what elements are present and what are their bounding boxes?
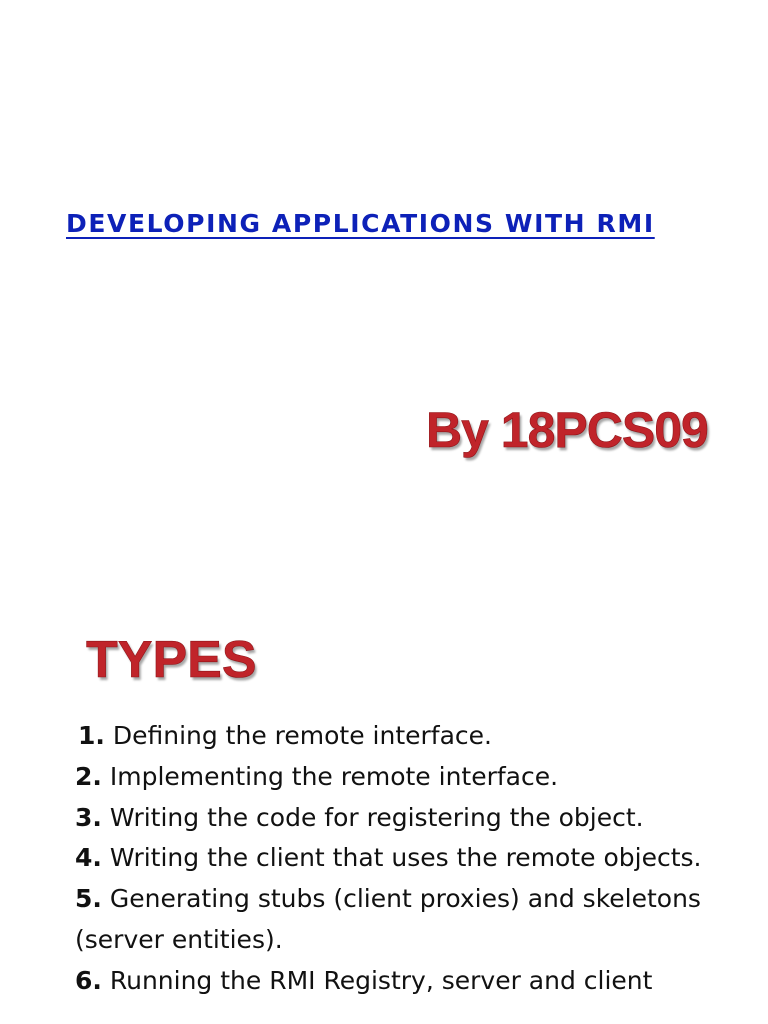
list-item [75,716,735,757]
section-heading: TYPES [86,631,257,689]
step-text: Writing the code for registering the object. [101,802,644,832]
step-number: 2. [75,761,102,791]
step-number: 3. [75,802,102,832]
step-text: Implementing the remote interface. [101,761,559,791]
step-text: Defining the remote interface. [104,721,492,750]
author-byline: By 18PCS09 [426,402,708,458]
list-item [75,798,735,839]
step-text: Generating stubs (client proxies) and skeletons (server entities). [75,884,701,954]
list-item [75,757,735,798]
list-item [75,838,735,879]
list-item [75,879,735,961]
step-number: 4. [75,843,102,873]
steps-list [75,716,735,1002]
step-text: Writing the client that uses the remote objects. [101,843,702,873]
step-number: 5. [75,884,102,914]
step-number: 6. [75,965,102,995]
step-number: 1. [78,721,105,750]
step-text: Running the RMI Registry, server and client [101,965,653,995]
slide-title: DEVELOPING APPLICATIONS WITH RMI [66,209,655,238]
list-item [75,961,735,1002]
